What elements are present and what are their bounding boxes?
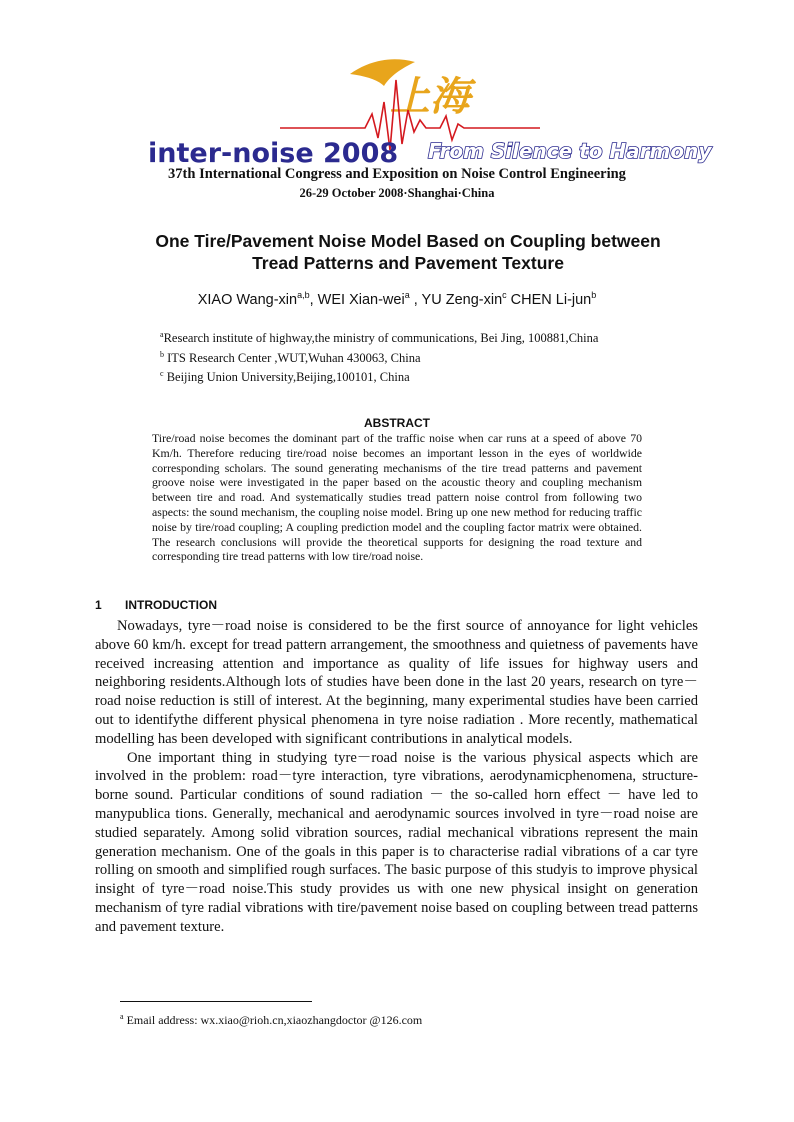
abstract-heading: ABSTRACT — [364, 416, 430, 430]
affiliation-mark: b — [160, 349, 164, 359]
body-paragraph: Nowadays, tyre－road noise is considered to be the first source of annoyance for light vehicles above 60 km/h. except for tread pattern arrangement, the smoothness and quietness of pavements have received increasing attention and importance as quality of life issues for highway users and neighboring residents.Although lots of studies have been done in the last 20 years, research on tyre－road noise reduction is still of interest. At the beginning, many experimental studies have been carried out to identifythe different physical phenomena in tyre noise radiation . More recently, mathematical modelling has been developed with significant contributions in analytical models. — [95, 618, 698, 747]
body-paragraph: One important thing in studying tyre－road noise is the various physical aspects which are involved in the problem: road－tyre interaction, tyre vibrations, aerodynamicphenomena, structure-borne sound. Particular conditions of sound radiation － the so-called horn effect － have led to manypublica tions. Generally, mechanical and aerodynamic sources involved in tyre－road noise are studied separately. Among solid vibration sources, radial mechanical vibrations represent the main generation mechanism. One of the goals in this paper is to characterise radial vibrations of a car tyre rolling on smooth and simplified rough surfaces. The basic purpose of this studyis to improve physical insight of tyre－road noise.This study provides us with one new physical insight on generation mechanism of tyre radial vibrations with tire/pavement noise based on coupling between tread patterns and pavement texture. — [95, 749, 698, 935]
author-affil-mark: c — [502, 290, 507, 300]
conference-logo — [140, 40, 712, 169]
footnote-divider — [120, 1001, 312, 1002]
section-body — [95, 617, 698, 937]
paper-title-line-1: One Tire/Pavement Noise Model Based on Coupling between — [155, 231, 661, 251]
affiliation-mark: a — [160, 330, 164, 339]
footnote-text: Email address: wx.xiao@rioh.cn,xiaozhangdoctor @126.com — [123, 1013, 423, 1027]
affiliation-item — [160, 327, 598, 347]
author-affil-mark: a — [404, 290, 410, 300]
section-number: 1 — [95, 598, 102, 612]
affiliation-list — [160, 327, 598, 386]
paper-title — [100, 230, 716, 274]
author-name: XIAO Wang-xin — [197, 291, 298, 308]
affiliation-text: Beijing Union University,Beijing,100101, China — [163, 370, 410, 385]
author-name: YU Zeng-xin — [421, 291, 503, 308]
paper-title-line-2: Tread Patterns and Pavement Texture — [252, 253, 564, 273]
section-title: INTRODUCTION — [125, 598, 217, 612]
city-chars: 上海 — [390, 74, 470, 120]
author-separator: , — [309, 291, 318, 308]
author-name: CHEN Li-jun — [510, 291, 592, 308]
footnote — [120, 1012, 422, 1028]
author-separator: , — [409, 291, 422, 308]
affiliation-text: Research institute of highway,the ministry of communications, Bei Jing, 100881,China — [163, 331, 599, 346]
slogan-text: From Silence to Harmony — [428, 139, 712, 163]
brand-text: inter-noise 2008 — [148, 138, 399, 169]
section-heading — [95, 598, 217, 612]
affiliation-text: ITS Research Center ,WUT,Wuhan 430063, China — [164, 350, 421, 365]
author-name: WEI Xian-wei — [317, 291, 405, 308]
affiliation-mark: c — [160, 369, 164, 379]
author-affil-mark: b — [591, 290, 597, 300]
abstract-text: Tire/road noise becomes the dominant part of the traffic noise when car runs at a speed of above 70 Km/h. Therefore reducing tire/road noise becomes an important lesson in the eyes of worldwide corresponding scholars. The sound generating mechanisms of the tire tread patterns and pavement groove noise were investigated in the paper based on the acoustic theory and coupling mechanism between tire and road. And systematically studies tread pattern noise control from following two aspects: the sound mechanism, the coupling noise model. Bring up one new method for reducing traffic noise by tire/road coupling; A coupling prediction model and the coupling factor matrix were obtained. The research conclusions will provide the theoretical supports for designing the road texture and corresponding tire tread patterns with low tire/road noise. — [152, 431, 642, 564]
author-affil-mark: a,b — [297, 290, 310, 300]
author-list — [0, 290, 794, 308]
affiliation-item — [160, 347, 598, 367]
footnote-mark: a — [120, 1012, 124, 1021]
conference-date-location: 26-29 October 2008·Shanghai·China — [299, 186, 495, 200]
affiliation-item — [160, 366, 598, 386]
conference-title: 37th International Congress and Exposition on Noise Control Engineering — [168, 166, 626, 182]
